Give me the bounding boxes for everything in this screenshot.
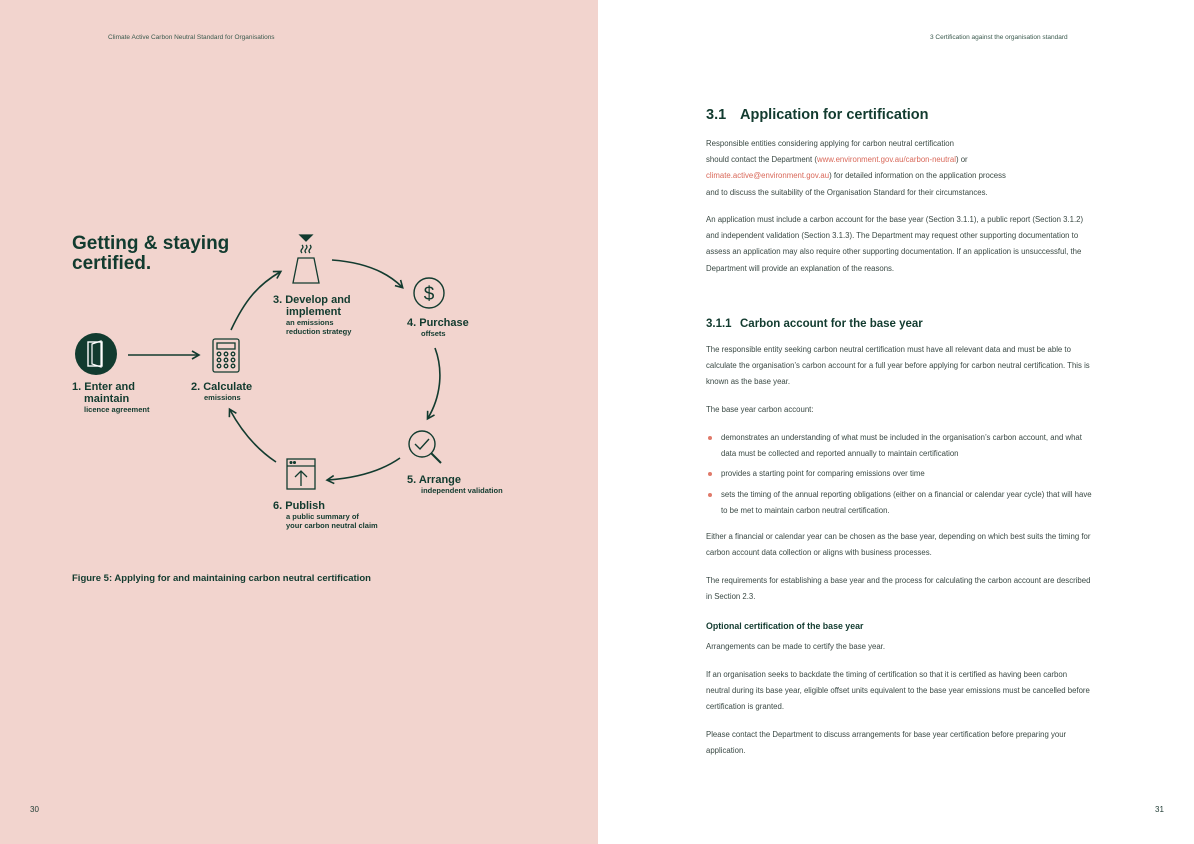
figure-title bbox=[72, 234, 272, 274]
upload-window-icon bbox=[287, 459, 315, 489]
arrow-3-to-4 bbox=[332, 260, 402, 287]
figure-caption: Figure 5: Applying for and maintaining carbon neutral certification bbox=[72, 573, 371, 584]
step-3-title-cont: implement bbox=[286, 306, 342, 318]
page-number-left: 30 bbox=[30, 805, 39, 814]
step-4-title: 4. Purchase bbox=[407, 317, 469, 329]
running-head-left: Climate Active Carbon Neutral Standard for Organisations bbox=[108, 34, 275, 41]
list-item: provides a starting point for comparing emissions over time bbox=[706, 466, 1096, 482]
arrow-4-to-5 bbox=[428, 348, 440, 418]
intro-text-c: ) or bbox=[955, 155, 968, 165]
subsection-heading bbox=[706, 318, 923, 330]
step-5-subtitle: independent validation bbox=[421, 486, 503, 495]
intro-text-d: ) for detailed information on the application process bbox=[829, 171, 1006, 181]
step-4-label bbox=[407, 317, 469, 338]
step-3-title: 3. Develop and bbox=[273, 294, 351, 306]
optional-paragraph-3: Please contact the Department to discuss arrangements for base year certification before preparing your application. bbox=[706, 730, 1067, 756]
page-number-right: 31 bbox=[1155, 805, 1164, 814]
section-heading bbox=[706, 107, 929, 123]
section-title: Application for certification bbox=[740, 107, 929, 123]
intro-text-a: Responsible entities considering applying for carbon neutral certification bbox=[706, 139, 954, 148]
arrow-6-to-2 bbox=[230, 410, 276, 462]
section-number: 3.1 bbox=[706, 107, 727, 123]
step-5-label bbox=[407, 474, 503, 495]
step-6-label bbox=[273, 500, 378, 530]
intro-text-b: should contact the Department ( bbox=[706, 155, 817, 165]
arrow-5-to-6 bbox=[328, 458, 400, 480]
step-1-label bbox=[72, 381, 149, 414]
step-1-subtitle: licence agreement bbox=[84, 405, 150, 414]
magnifier-check-icon bbox=[409, 431, 441, 463]
figure-title-line2: certified. bbox=[72, 253, 152, 274]
base-year-bullet-list bbox=[706, 430, 1096, 523]
step-2-label bbox=[191, 381, 252, 402]
step-6-subtitle-cont: your carbon neutral claim bbox=[286, 521, 378, 530]
list-item: demonstrates an understanding of what must be included in the organisation’s carbon account, and what data must be collected and reported annually to maintain certification bbox=[706, 430, 1096, 462]
step-4-subtitle: offsets bbox=[421, 329, 446, 338]
step-1-title: 1. Enter and bbox=[72, 381, 135, 393]
base-year-paragraph-4: The requirements for establishing a base year and the process for calculating the carbon account are described in Section 2.3. bbox=[706, 576, 1091, 602]
base-year-paragraph-1: The responsible entity seeking carbon neutral certification must have all relevant data and must be able to calculate the organisation’s carbon account for a full year before applying for carbon neutral certification. This is known as the base year. bbox=[706, 345, 1090, 387]
dollar-icon bbox=[414, 278, 444, 308]
step-3-label bbox=[273, 294, 351, 336]
list-item: sets the timing of the annual reporting obligations (either on a financial or calendar year cycle) that will have to be met to maintain carbon neutral certification. bbox=[706, 487, 1096, 519]
optional-paragraph-2: If an organisation seeks to backdate the timing of certification so that it is certified as having been carbon neutral during its base year, eligible offset units equivalent to the base year emissions must be cancelled before certification is granted. bbox=[706, 670, 1090, 712]
subsection-number: 3.1.1 bbox=[706, 318, 732, 330]
optional-certification-heading: Optional certification of the base year bbox=[706, 621, 864, 631]
optional-paragraph-1: Arrangements can be made to certify the base year. bbox=[706, 642, 885, 651]
base-year-paragraph-2: The base year carbon account: bbox=[706, 405, 814, 414]
step-2-subtitle: emissions bbox=[204, 393, 241, 402]
step-3-subtitle: an emissions bbox=[286, 318, 334, 327]
right-page bbox=[598, 0, 1194, 844]
intro-paragraph-2: An application must include a carbon account for the base year (Section 3.1.1), a public report (Section 3.1.2) and independent validation (Section 3.1.3). The Department may request other supporting documentation to assess an application may also require other supporting documentation. If an application is unsuccessful, the Department will provide an explanation of the reasons. bbox=[706, 215, 1084, 273]
factory-icon bbox=[293, 235, 319, 283]
step-5-title: 5. Arrange bbox=[407, 474, 462, 486]
base-year-paragraph-3: Either a financial or calendar year can be chosen as the base year, depending on which best suits the timing for carbon account data collection or aligns with business processes. bbox=[706, 532, 1091, 558]
step-6-title: 6. Publish bbox=[273, 500, 325, 512]
calculator-icon bbox=[213, 339, 239, 372]
step-6-subtitle: a public summary of bbox=[286, 512, 359, 521]
step-2-title: 2. Calculate bbox=[191, 381, 253, 393]
intro-paragraph-1 bbox=[706, 136, 1091, 201]
climate-active-email-link[interactable]: climate.active@environment.gov.au bbox=[706, 171, 830, 181]
svg-text:$: $ bbox=[423, 284, 435, 305]
intro-text-e: and to discuss the suitability of the Organisation Standard for their circumstances. bbox=[706, 187, 988, 197]
door-icon bbox=[75, 333, 117, 375]
running-head-right: 3 Certification against the organisation standard bbox=[930, 34, 1068, 41]
step-3-subtitle-cont: reduction strategy bbox=[286, 327, 352, 336]
step-1-title-cont: maintain bbox=[84, 393, 130, 405]
figure-title-line1: Getting & staying bbox=[72, 233, 230, 254]
subsection-title: Carbon account for the base year bbox=[740, 318, 923, 330]
environment-website-link[interactable]: www.environment.gov.au/carbon-neutral bbox=[816, 155, 956, 165]
